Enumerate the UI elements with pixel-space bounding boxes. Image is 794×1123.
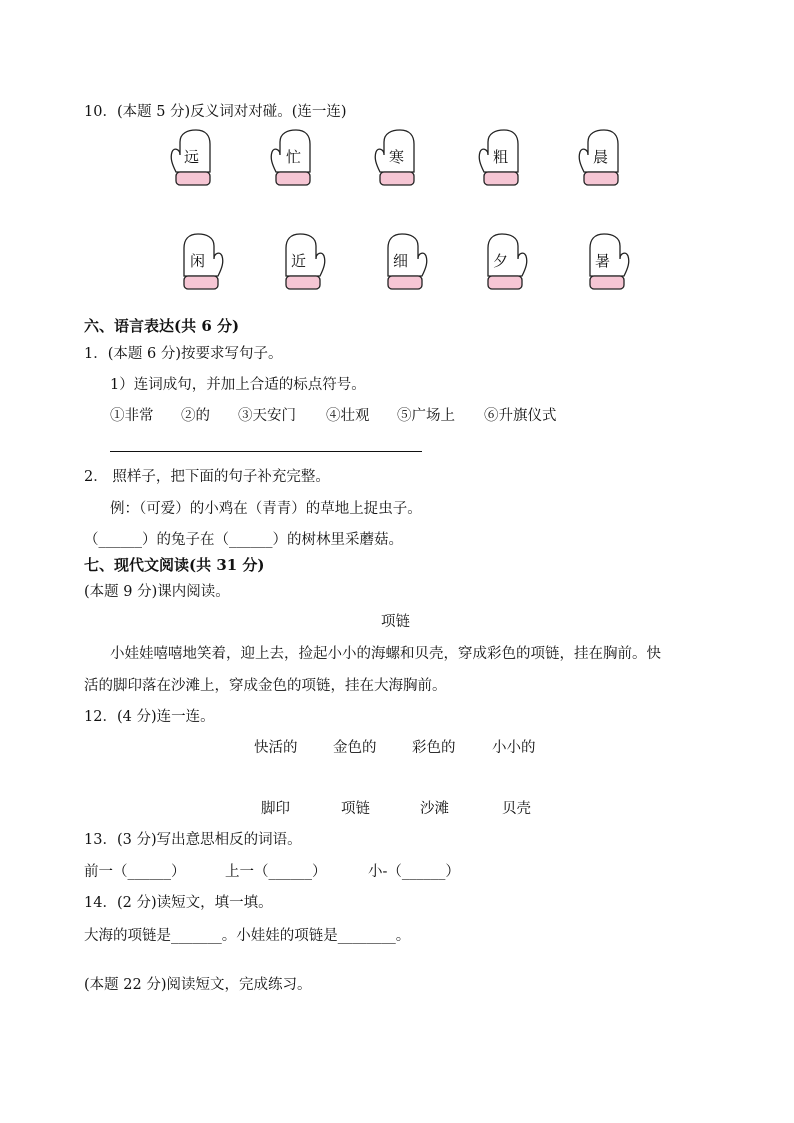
section6-fill[interactable]: （______）的兔子在（______）的树林里采蘑菇。: [84, 532, 403, 548]
mitten-char: 暑: [595, 252, 611, 270]
mitten-bottom-5[interactable]: [582, 232, 632, 292]
q13-item-2[interactable]: 上一（______）: [225, 864, 327, 880]
next-question-intro: (本题 22 分)阅读短文，完成练习。: [84, 977, 312, 993]
word-3: ③天安门: [238, 408, 296, 424]
section7-title: 七、现代文阅读(共 31 分): [84, 556, 265, 574]
passage-title: 项链: [381, 614, 410, 630]
section6-q1: 1．(本题 6 分)按要求写句子。: [84, 346, 283, 362]
q13-prompt: 13．(3 分)写出意思相反的词语。: [84, 832, 302, 848]
mitten-char: 闲: [190, 252, 206, 270]
mitten-top-5[interactable]: [576, 128, 626, 188]
mitten-char: 寒: [389, 148, 405, 166]
mitten-char: 粗: [493, 148, 509, 166]
q12-bottom-4[interactable]: 贝壳: [502, 801, 531, 817]
q14-prompt: 14．(2 分)读短文，填一填。: [84, 895, 273, 911]
q10-prompt: 10．(本题 5 分)反义词对对碰。(连一连): [84, 104, 347, 120]
mitten-char: 晨: [593, 148, 609, 166]
mitten-char: 夕: [493, 252, 509, 270]
mitten-bottom-2[interactable]: [278, 232, 328, 292]
mitten-char: 细: [393, 252, 409, 270]
q12-top-3[interactable]: 彩色的: [412, 740, 456, 756]
section6-q2: 2． 照样子，把下面的句子补充完整。: [84, 469, 330, 485]
answer-line[interactable]: [110, 451, 422, 452]
word-4: ④壮观: [326, 408, 370, 424]
mitten-top-1[interactable]: [168, 128, 218, 188]
mitten-bottom-1[interactable]: [176, 232, 226, 292]
q12-bottom-2[interactable]: 项链: [341, 801, 370, 817]
mitten-top-3[interactable]: [372, 128, 422, 188]
q12-top-4[interactable]: 小小的: [492, 740, 536, 756]
mitten-top-2[interactable]: [268, 128, 318, 188]
mitten-bottom-4[interactable]: [480, 232, 530, 292]
section6-example: 例：（可爱）的小鸡在（青青）的草地上捉虫子。: [110, 501, 422, 517]
mitten-char: 远: [184, 148, 200, 166]
q14-text[interactable]: 大海的项链是_______。小娃娃的项链是________。: [84, 928, 411, 944]
q12-bottom-3[interactable]: 沙滩: [420, 801, 449, 817]
q12-top-2[interactable]: 金色的: [333, 740, 377, 756]
word-5: ⑤广场上: [397, 408, 455, 424]
q12-top-1[interactable]: 快活的: [254, 740, 298, 756]
mitten-char: 近: [291, 252, 307, 270]
passage-line-1: 小娃娃嘻嘻地笑着，迎上去，捡起小小的海螺和贝壳，穿成彩色的项链，挂在胸前。快: [110, 646, 661, 662]
word-6: ⑥升旗仪式: [484, 408, 557, 424]
mitten-char: 忙: [286, 148, 302, 166]
section7-intro: (本题 9 分)课内阅读。: [84, 584, 230, 600]
mitten-bottom-3[interactable]: [380, 232, 430, 292]
section6-title: 六、语言表达(共 6 分): [84, 317, 240, 335]
q12-bottom-1[interactable]: 脚印: [261, 801, 290, 817]
word-1: ①非常: [110, 408, 154, 424]
passage-line-2: 活的脚印落在沙滩上，穿成金色的项链，挂在大海胸前。: [84, 678, 447, 694]
section6-q1-sub: 1）连词成句，并加上合适的标点符号。: [110, 377, 366, 393]
mitten-top-4[interactable]: [476, 128, 526, 188]
word-2: ②的: [181, 408, 210, 424]
q13-item-1[interactable]: 前一（______）: [84, 864, 186, 880]
q13-item-3[interactable]: 小-（______）: [368, 864, 460, 880]
q12-prompt: 12．(4 分)连一连。: [84, 709, 215, 725]
